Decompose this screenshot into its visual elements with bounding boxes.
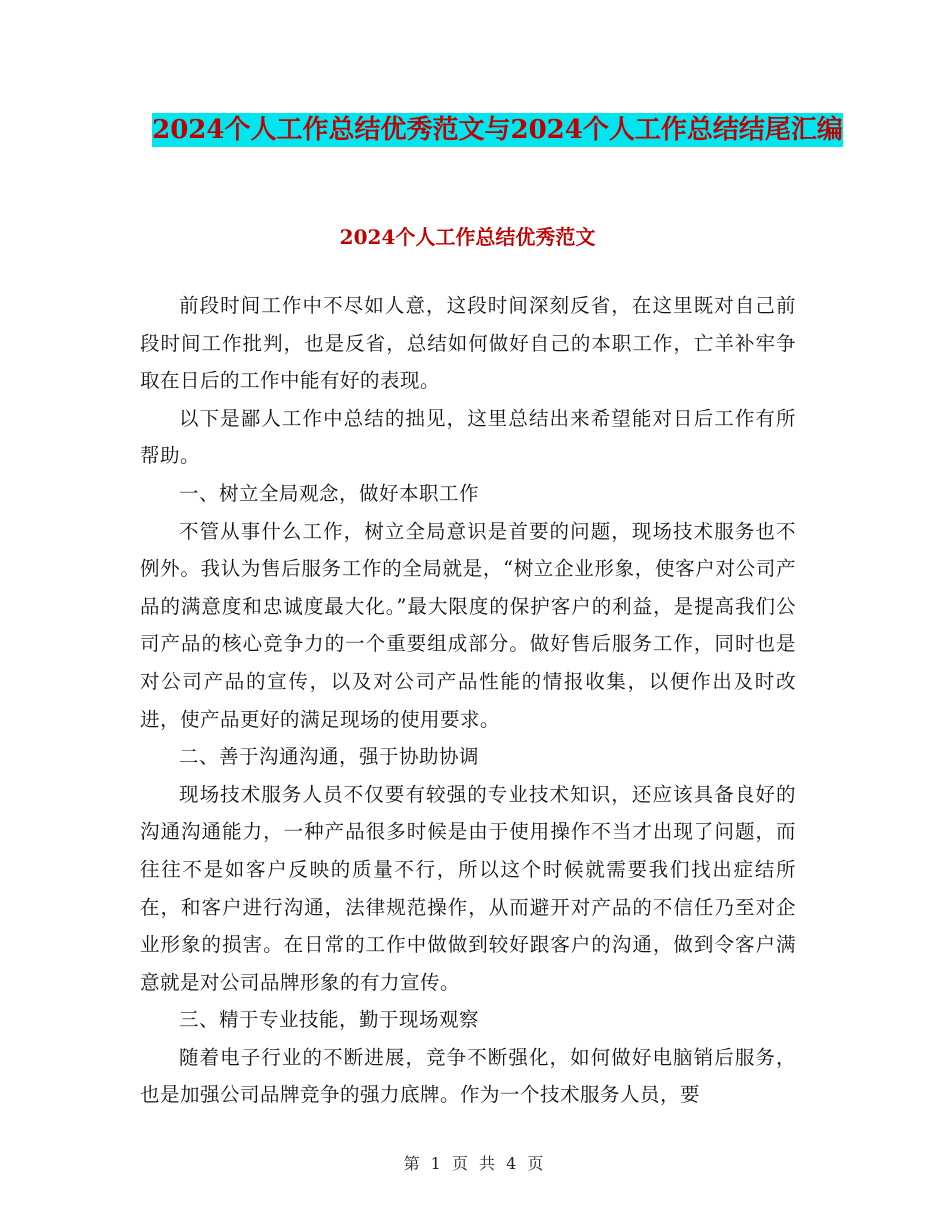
section-title: 2024个人工作总结优秀范文 bbox=[339, 225, 596, 249]
heading-2: 二、善于沟通沟通，强于协助协调 bbox=[179, 745, 480, 769]
paragraph: 前段时间工作中不尽如人意，这段时间深刻反省，在这里既对自己前段时间工作批判，也是反省，总结如何做好自己的本职工作，亡羊补牢争取在日后的工作中能有好的表现。 bbox=[140, 294, 796, 393]
paragraph: 随着电子行业的不断进展，竞争不断强化，如何做好电脑销后服务，也是加强公司品牌竞争的强力底牌。作为一个技术服务人员，要 bbox=[140, 1045, 796, 1107]
document-body bbox=[140, 287, 796, 1114]
page-footer: 第 1 页 共 4 页 bbox=[403, 1154, 547, 1173]
heading-1: 一、树立全局观念，做好本职工作 bbox=[179, 481, 480, 505]
paragraph: 现场技术服务人员不仅要有较强的专业技术知识，还应该具备良好的沟通沟通能力，一种产品很多时候是由于使用操作不当才出现了问题，而往往不是如客户反映的质量不行，所以这个时候就需要我们找出症结所在，和客户进行沟通，法律规范操作，从而避开对产品的不信任乃至对企业形象的损害。在日常的工作中做做到较好跟客户的沟通，做到令客户满意就是对公司品牌形象的有力宣传。 bbox=[140, 782, 796, 994]
heading-3: 三、精于专业技能，勤于现场观察 bbox=[179, 1008, 480, 1032]
paragraph: 以下是鄙人工作中总结的拙见，这里总结出来希望能对日后工作有所帮助。 bbox=[140, 406, 796, 468]
paragraph: 不管从事什么工作，树立全局意识是首要的问题，现场技术服务也不例外。我认为售后服务工作的全局就是，“树立企业形象，使客户对公司产品的满意度和忠诚度最大化。”最大限度的保护客户的利益，是提高我们公司产品的核心竞争力的一个重要组成部分。做好售后服务工作，同时也是对公司产品的宣传，以及对公司产品性能的情报收集，以便作出及时改进，使产品更好的满足现场的使用要求。 bbox=[140, 519, 796, 731]
document-title-text: 2024个人工作总结优秀范文与2024个人工作总结结尾汇编 bbox=[152, 115, 843, 145]
document-title bbox=[140, 108, 855, 152]
